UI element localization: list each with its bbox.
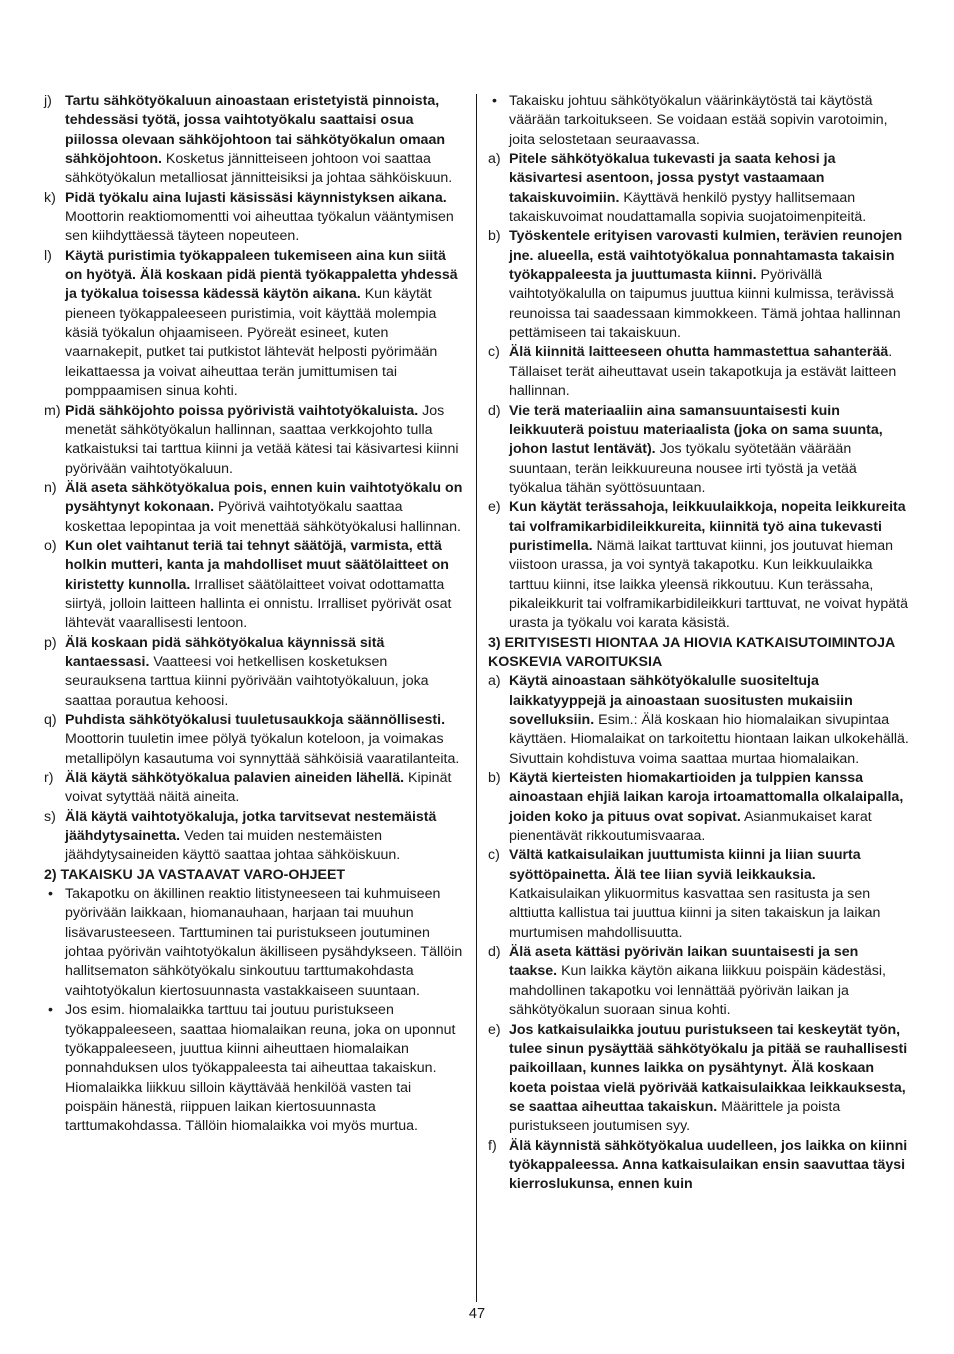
list-item-bold-text: Käytä puristimia työkappaleen tukemiseen aina kun siitä on hyötyä. Älä koskaan pidä pientä työkappaletta yhdessä ja työkalua toisessa kädessä käytön aikana. <box>65 247 458 303</box>
list-item-bold-text: Työskentele erityisen varovasti kulmien, terävien reunojen jne. alueella, estä vaihtotyökalua ponnahtamasta takaisin työkappaleesta ja juuttumasta kiinni. <box>509 228 903 284</box>
list-item-bold-text: Käytä kierteisten hiomakartioiden ja tulppien kanssa ainoastaan ehjiä laikan karoja irtoamattomalla olkalaipalla, joiden koko ja pituus ovat sopivat. <box>509 770 904 825</box>
list-item <box>488 498 910 633</box>
list-item <box>488 846 910 943</box>
list-item-label: b) <box>488 228 501 245</box>
list-item <box>488 769 910 846</box>
list-item <box>488 1021 910 1137</box>
list-item-text: Moottorin tuuletin imee pölyä työkalun koteloon, ja voimakas metallipölyn kasautuma voi synnyttää sähköisiä vaaratilanteita. <box>65 731 460 767</box>
bullet-text: Jos esim. hiomalaikka tarttuu tai joutuu puristukseen työkappaleeseen, saattaa hiomalaikan reuna, joka on uponnut työkappaleeseen, juuttua kiinni aiheuttaen hiomalaikan ponnahduksen ulos työkappaleesta tai aiheuttaa takaiskun. Hiomalaikka liikkuu silloin käyttävää henkilöä vasten tai poispäin hänestä, riippuen laikan kiertosuunnasta tarttumakohdassa. Tällöin hiomalaikka voi myös murtua. <box>65 1002 456 1135</box>
list-item <box>488 150 910 227</box>
list-item-label: r) <box>44 770 54 787</box>
left-column <box>44 92 466 1137</box>
right-column <box>488 92 910 1195</box>
list-item-label: a) <box>488 151 501 168</box>
bullet-marker: • <box>48 1002 53 1019</box>
list-item-text: Irralliset säätölaitteet voivat odottamatta siirtyä, jolloin laitteen hallinta ei onnistu. Irralliset pyörivät osat lähtevät vaarallisesti lentoon. <box>65 576 452 632</box>
list-item <box>488 343 910 401</box>
section-heading: 2) TAKAISKU JA VASTAAVAT VARO-OHJEET <box>44 866 346 883</box>
list-item <box>44 537 466 634</box>
list-item-label: s) <box>44 808 56 825</box>
list-item <box>488 672 910 769</box>
list-item-bold-text: Älä käytä sähkötyökalua palavien aineiden lähellä. <box>65 770 405 787</box>
list-item-label: c) <box>488 344 500 361</box>
list-item <box>44 92 466 189</box>
list-item-bold-text: Kun olet vaihtanut teriä tai tehnyt säätöjä, varmista, että holkin mutteri, kanta ja mahdolliset muut säätölaitteet on kiristetty kunnolla. <box>65 537 449 593</box>
list-item-label: c) <box>488 847 500 864</box>
list-item-text: Esim.: Älä koskaan hio hiomalaikan sivupintaa käyttäen. Hiomalaikat on tarkoitettu hiontaan laikan ulkokehällä. Sivuttain kohdistuva voima saattaa murtaa hiomalaikan. <box>509 712 909 767</box>
list-item-bold-text: Älä käynnistä sähkötyökalua uudelleen, jos laikka on kiinni työkappaleessa. Anna katkaisulaikan ensin saavuttaa täysi kierroslukunsa, ennen kuin <box>509 1137 908 1193</box>
list-item-label: p) <box>44 634 57 651</box>
list-item-text: Määrittele ja poista puristukseen joutumisen syy. <box>509 1098 841 1135</box>
list-item-text: Nämä laikat tarttuvat kiinni, jos joutuvat hieman viistoon urassa, ja voi syntyä takapotku. Kun leikkuulaikka tarttuu kiinni, itse laikka yleensä rikkoutuu. Kun terässaha, pikaleikkurit tai volframikarbidileikkuri tarttuvat, ne voivat hypätä urasta ja työkalu voi karata käsistä. <box>509 537 908 632</box>
list-item-bold-text: Pitele sähkötyökalua tukevasti ja saata kehosi ja käsivartesi asentoon, jossa pystyt vastaamaan takaiskuvoimiin. <box>509 151 836 206</box>
list-item-bold-text: Tartu sähkötyökaluun ainoastaan eristetyistä pinnoista, tehdessäsi työtä, jossa vaihtotyökalu saattaisi osua piilossa olevaan sähköjohtoon tai sähkötyökalun omaan sähköjohtoon. <box>65 93 446 168</box>
list-item <box>488 943 910 1020</box>
list-item-label: m) <box>44 402 61 419</box>
list-item-bold-text: Älä aseta sähkötyökalua pois, ennen kuin vaihtotyökalu on pysähtynyt kokonaan. <box>65 479 463 516</box>
list-item <box>44 247 466 402</box>
list-item-label: e) <box>488 1021 501 1038</box>
bullet-marker: • <box>48 886 53 903</box>
list-item-text: Katkaisulaikan ylikuormitus kasvattaa sen rasitusta ja sen alttiutta kallistua tai juuttua kiinni ja siten takaiskun ja laikan murtumisen mahdollisuutta. <box>509 886 881 941</box>
list-item <box>44 479 466 537</box>
list-item-label: d) <box>488 402 501 419</box>
list-item <box>44 769 466 808</box>
list-item-text: Kosketus jännitteiseen johtoon voi saattaa sähkötyökalun metalliosat jännitteisiksi ja johtaa sähköiskuun. <box>65 151 453 187</box>
list-item-bold-text: Kun käytät terässahoja, leikkuulaikkoja, nopeita leikkureita tai volframikarbidileikkureita, kiinnitä työ aina tukevasti puristimella. <box>509 499 906 554</box>
section-heading: 3) ERITYISESTI HIONTAA JA HIOVIA KATKAISUTOIMINTOJA KOSKEVIA VAROITUKSIA <box>488 634 895 670</box>
list-item-bold-text: Älä käytä vaihtotyökaluja, jotka tarvitsevat nestemäistä jäähdytysainetta. <box>65 808 437 845</box>
list-item-text: Veden tai muiden nestemäisten jäähdytysaineiden käyttö saattaa johtaa sähköiskuun. <box>65 828 401 864</box>
list-item-text: Kun laikka käytön aikana liikkuu poispäin kädestäsi, mahdollinen takapotku voi lennättää pyörivän laikan ja sähkötyökalun suoraan sinua kohti. <box>509 963 886 1019</box>
list-item-text: Vaatteesi voi hetkellisen kosketuksen seurauksena tarttua kiinni pyörivään vaihtotyökaluun, joka saattaa porautua kehoosi. <box>65 653 429 709</box>
bullet-text: Takapotku on äkillinen reaktio litistyneeseen tai kuhmuiseen pyörivään laikkaan, hiomanauhaan, harjaan tai muuhun lisävarusteeseen. Tarttuminen tai puristukseen joutuminen johtaa pyörivän vaihtotyökalun äkilliseen pysähdykseen. Tällöin hallitsematon sähkötyökalu sinkoutuu tarttumakohdasta vaihtotyökalun kiertosuunnasta vastakkaiseen suuntaan. <box>65 886 463 999</box>
list-item-label: o) <box>44 537 57 554</box>
list-item-bold-text: Vältä katkaisulaikan juuttumista kiinni ja liian suurta syöttöpainetta. Älä tee liian syviä leikkauksia. <box>509 847 861 883</box>
list-item <box>488 402 910 499</box>
bullet-item <box>44 1001 466 1136</box>
list-item-bold-text: Jos katkaisulaikka joutuu puristukseen tai keskeytät työn, tulee sinun pysäyttää sähkötyökalu ja pitää se rauhallisesti paikoillaan, kunnes laikka on pysähtynyt. Älä koskaan koeta poistaa vielä pyörivää katkaisulaikkaa leikkauksesta, se saattaa aiheuttaa takaiskun. <box>509 1021 908 1115</box>
list-item-label: d) <box>488 944 501 961</box>
list-item-text: Jos työkalu syötetään väärään suuntaan, terän leikkuureuna nousee irti työstä ja vetää työkalua tähän syöttösuuntaan. <box>509 441 857 496</box>
column-divider <box>476 94 477 1302</box>
list-item-label: j) <box>44 93 52 109</box>
list-item-text: Pyörivä vaihtotyökalu saattaa koskettaa lepopintaa ja voit menettää sähkötyökalusi hallinnan. <box>65 499 461 535</box>
list-item-text: Jos menetät sähkötyökalun hallinnan, saattaa verkkojohto tulla katkaistuksi tai tarttua kiinni ja vetää kätesi tai käsivartesi kiinni pyörivään vaihtotyökaluun. <box>65 402 459 477</box>
list-item-label: q) <box>44 712 57 728</box>
list-item <box>44 808 466 866</box>
bullet-text: Takaisku johtuu sähkötyökalun väärinkäytöstä tai käytöstä väärään tarkoitukseen. Se voidaan estää sopivin varotoimin, joita selostetaan seuraavassa. <box>509 93 888 148</box>
list-item-label: n) <box>44 479 57 496</box>
list-item-text: . Tällaiset terät aiheuttavat usein takapotkuja ja estävät laitteen hallinnan. <box>509 344 897 400</box>
list-item <box>488 227 910 343</box>
list-item-bold-text: Puhdista sähkötyökalusi tuuletusaukkoja säännöllisesti. <box>65 712 446 728</box>
list-item-bold-text: Älä kiinnitä laitteeseen ohutta hammastettua sahanterää <box>509 344 889 361</box>
list-item <box>44 634 466 711</box>
list-item <box>44 711 466 769</box>
list-item-bold-text: Älä aseta kättäsi pyörivän laikan suuntaisesti ja sen taakse. <box>509 944 859 980</box>
list-item-bold-text: Vie terä materiaaliin aina samansuuntaisesti kuin leikkuuterä poistuu materiaalista (joka on sama suunta, johon lastut lentävät). <box>509 402 883 458</box>
list-item-label: f) <box>488 1137 497 1154</box>
bullet-item <box>488 92 910 150</box>
list-item-label: a) <box>488 673 501 690</box>
page-number: 47 <box>468 1306 486 1322</box>
list-item <box>44 402 466 479</box>
list-item <box>44 189 466 247</box>
bullet-marker: • <box>492 93 497 109</box>
list-item-text: Asianmukaiset karat pienentävät rikkoutumisvaaraa. <box>509 808 872 845</box>
list-item <box>488 1137 910 1195</box>
list-item-text: Kipinät voivat sytyttää näitä aineita. <box>65 770 452 806</box>
list-item-label: k) <box>44 189 56 206</box>
list-item-bold-text: Älä koskaan pidä sähkötyökalua käynnissä sitä kantaessasi. <box>65 634 385 670</box>
list-item-label: e) <box>488 499 501 516</box>
list-item-text: Pyörivällä vaihtotyökalulla on taipumus juuttua kiinni kulmissa, terävissä reunoissa tai saadessaan kimmokkeen. Tämä johtaa hallinnan pettämiseen tai takaiskuun. <box>509 267 901 342</box>
list-item-text: Kun käytät pieneen työkappaleeseen puristimia, voit käyttää molempia käsiä työkalun ohjaamiseen. Pyöreät esineet, kuten vaarnakepit, putket tai putkistot lähtevät helposti pyörimään leikattaessa ja voivat aiheuttaa terän jumittumisen tai pomppaamisen sinua kohti. <box>65 286 438 400</box>
list-item-text: Moottorin reaktiomomentti voi aiheuttaa työkalun vääntymisen sen kiihdyttäessä täyteen nopeuteen. <box>65 209 454 245</box>
list-item-bold-text: Pidä sähköjohto poissa pyörivistä vaihtotyökaluista. <box>65 402 419 419</box>
list-item-bold-text: Käytä ainoastaan sähkötyökalulle suositeltuja laikkatyyppejä ja ainoastaan suositusten mukaisiin sovelluksiin. <box>509 673 853 728</box>
list-item-label: l) <box>44 247 52 264</box>
list-item-label: b) <box>488 770 501 787</box>
bullet-item <box>44 885 466 1001</box>
list-item-bold-text: Pidä työkalu aina lujasti käsissäsi käynnistyksen aikana. <box>65 189 447 206</box>
list-item-text: Käyttävä henkilö pystyy hallitsemaan takaiskuvoimat noudattamalla sopivia suojatoimenpiteitä. <box>509 189 867 226</box>
